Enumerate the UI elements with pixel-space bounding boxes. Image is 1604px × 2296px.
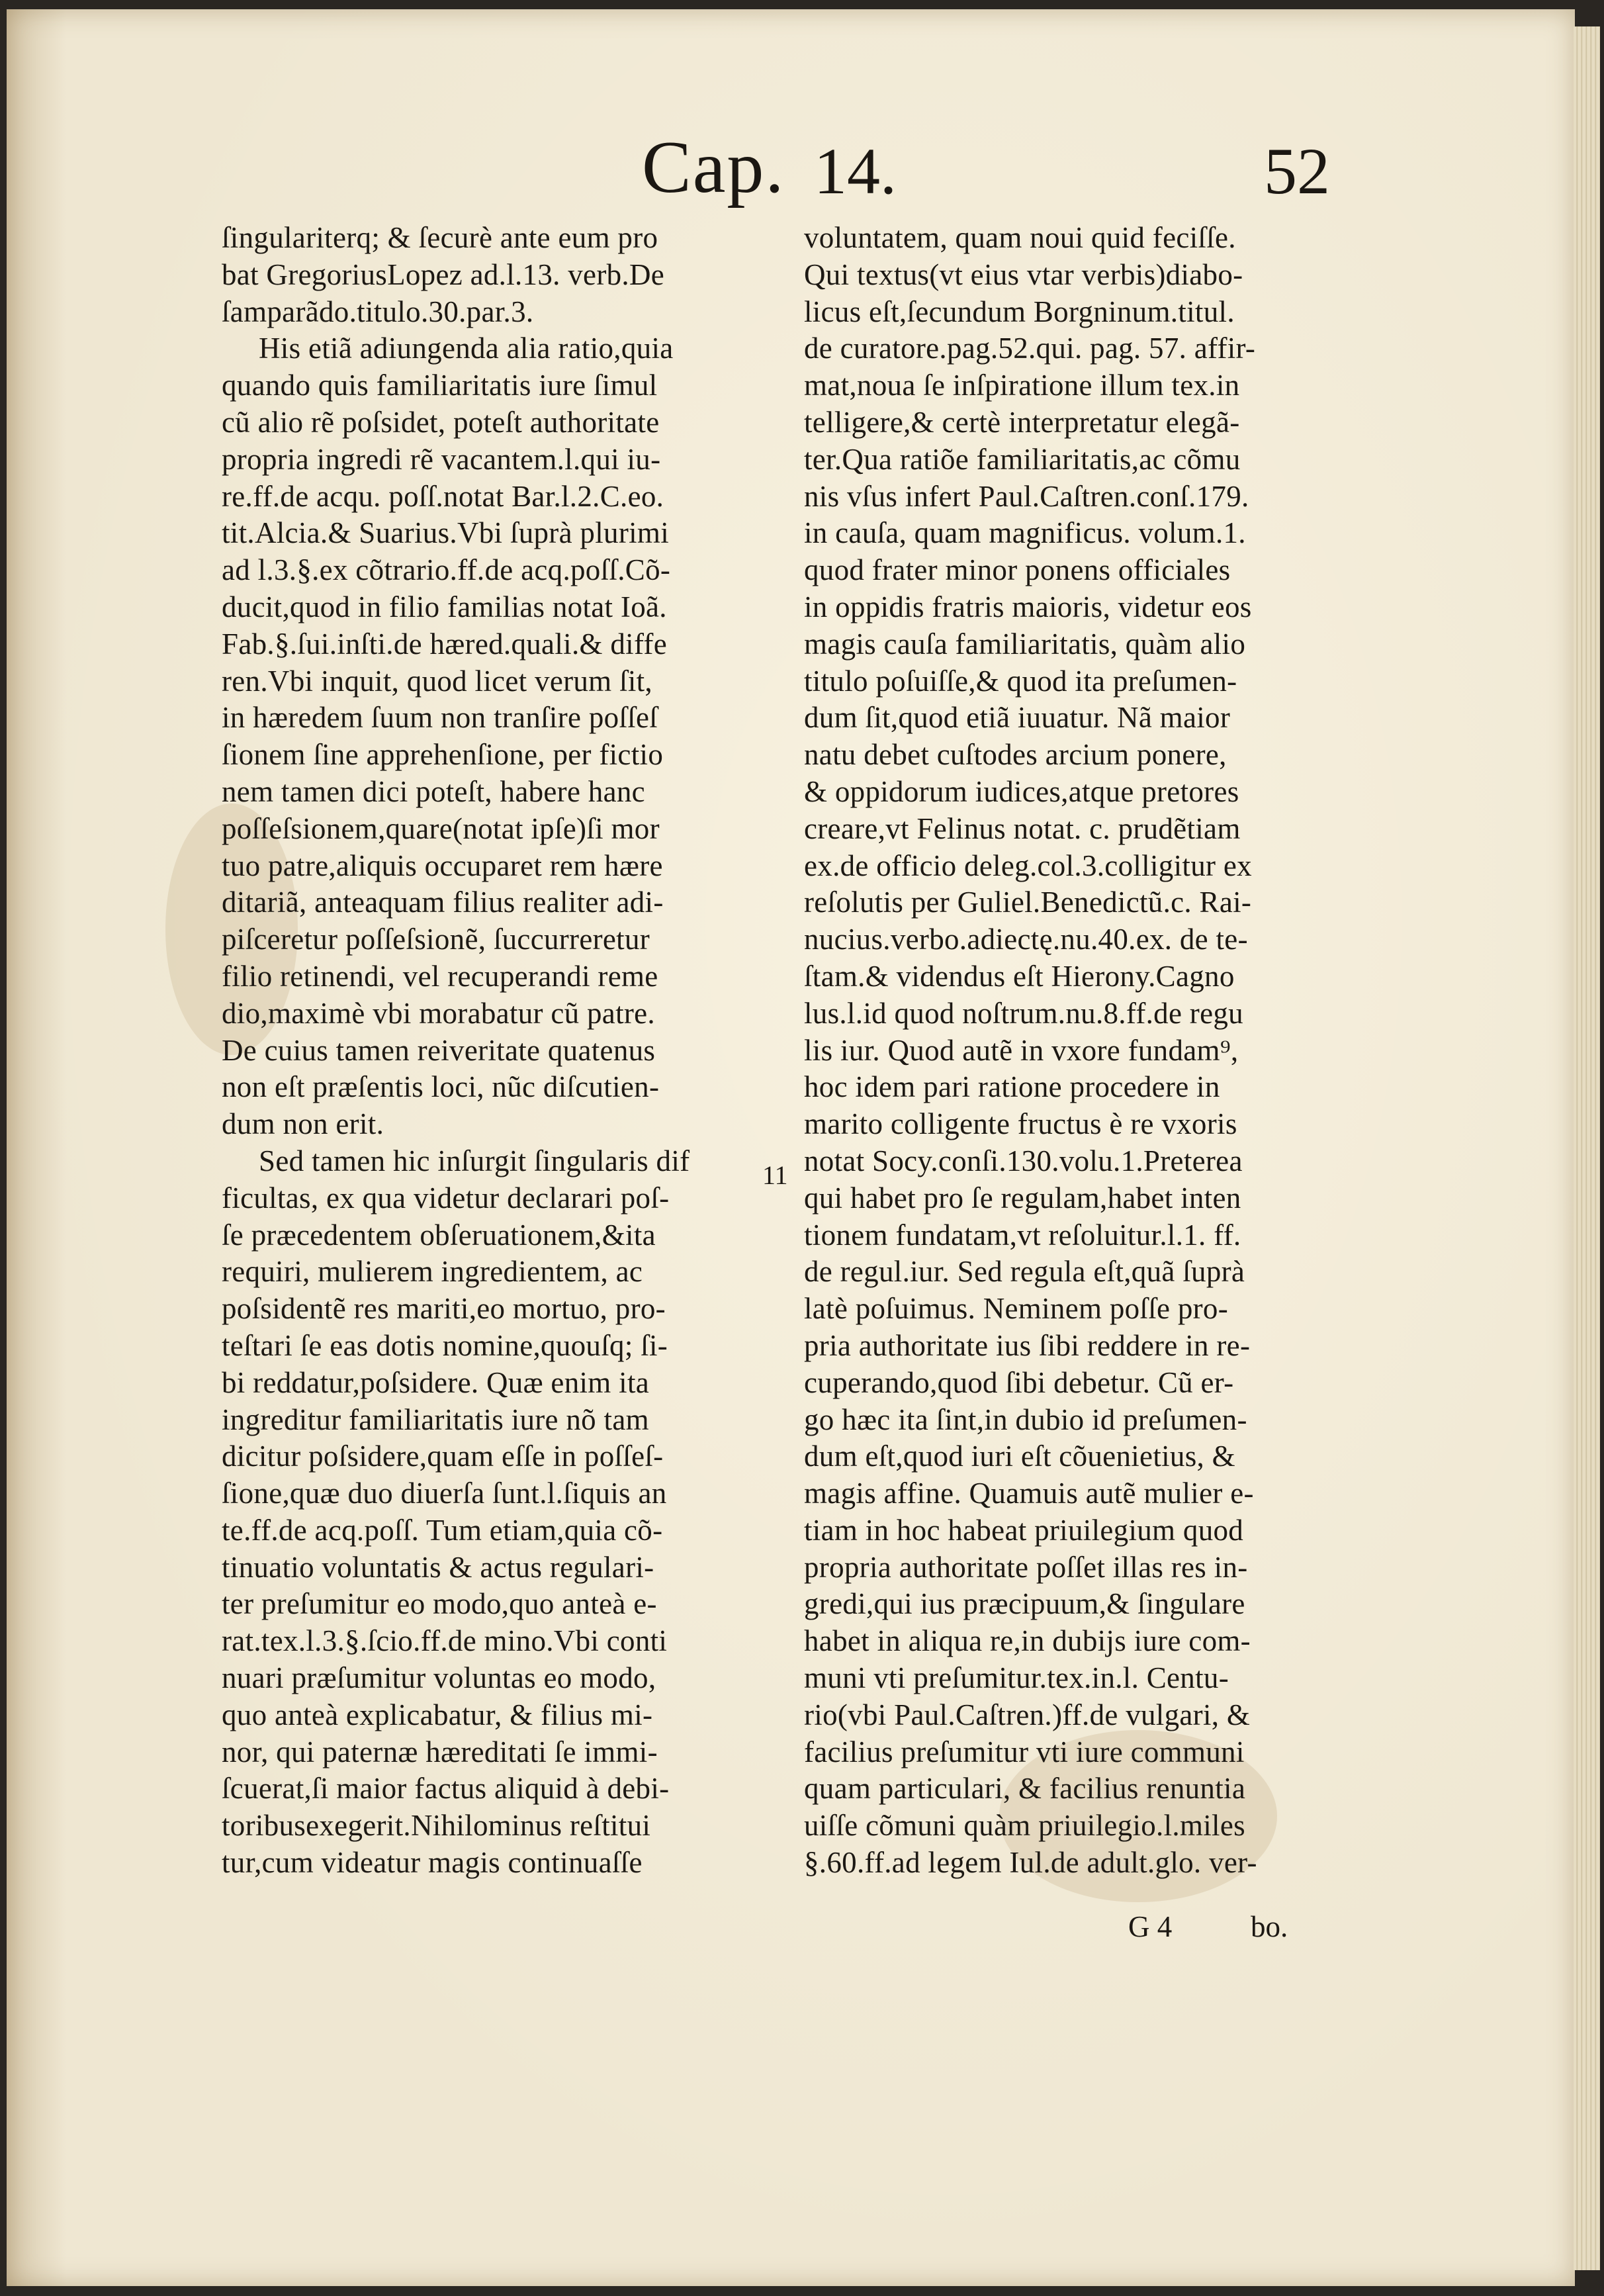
text-line: facilius preſumitur vti iure communi xyxy=(804,1735,1245,1768)
text-line: voluntatem, quam noui quid feciſſe. xyxy=(804,221,1236,254)
text-line: non eſt præſentis loci, nũc diſcutien- xyxy=(222,1070,660,1104)
text-line: poſſeſsionem,quare(notat ipſe)ſi mor xyxy=(222,811,660,845)
signature-mark: G 4 xyxy=(1128,1910,1173,1943)
text-line: bat GregoriusLopez ad.l.13. verb.De xyxy=(222,257,665,291)
text-line: magis affine. Quamuis autẽ mulier e- xyxy=(804,1477,1254,1510)
text-line: dum ſit,quod etiã iuuatur. Nã maior xyxy=(804,701,1231,735)
text-line: quando quis familiaritatis iure ſimul xyxy=(222,369,658,402)
text-line: titulo poſuiſſe,& quod ita preſumen- xyxy=(804,664,1237,698)
text-line: rio(vbi Paul.Caſtren.)ff.de vulgari, & xyxy=(804,1698,1251,1731)
text-line: ſionem ſine apprehenſione, per fictio xyxy=(222,738,664,772)
text-line: de regul.iur. Sed regula eſt,quã ſuprà xyxy=(804,1255,1245,1289)
text-line: lus.l.id quod noſtrum.nu.8.ff.de regu xyxy=(804,996,1243,1030)
text-line: lis iur. Quod autẽ in vxore fundam⁹, xyxy=(804,1033,1239,1067)
text-line: Sed tamen hic inſurgit ſingularis dif xyxy=(259,1144,690,1177)
text-line: ad l.3.§.ex cõtrario.ff.de acq.poſſ.Cõ- xyxy=(222,553,671,587)
text-line: filio retinendi, vel recuperandi reme xyxy=(222,959,658,993)
text-line: cuperando,quod ſibi debetur. Cũ er- xyxy=(804,1365,1234,1399)
text-line: dicitur poſsidere,quam eſſe in poſſeſ- xyxy=(222,1440,664,1473)
text-line: ſingulariterq; & ſecurè ante eum pro xyxy=(222,221,658,254)
page-edge xyxy=(1574,26,1600,2270)
text-line: poſsidentẽ res mariti,eo mortuo, pro- xyxy=(222,1292,666,1326)
text-line: ſtam.& videndus eſt Hierony.Cagno xyxy=(804,959,1235,993)
text-line: in hæredem ſuum non tranſire poſſeſ xyxy=(222,701,658,735)
text-line: creare,vt Felinus notat. c. prudẽtiam xyxy=(804,811,1241,845)
text-line: propria authoritate poſſet illas res in- xyxy=(804,1550,1248,1584)
text-line: ſe præcedentem obſeruationem,&ita xyxy=(222,1218,656,1252)
text-line: mat,noua ſe inſpiratione illum tex.in xyxy=(804,369,1240,402)
text-line: ficultas, ex qua videtur declarari poſ- xyxy=(222,1181,670,1215)
text-line: ex.de officio deleg.col.3.colligitur ex xyxy=(804,849,1252,882)
text-line: ditariã, anteaquam filius realiter adi- xyxy=(222,886,664,919)
text-line: nuari præſumitur voluntas eo modo, xyxy=(222,1661,656,1695)
text-line: ducit,quod in filio familias notat Ioã. xyxy=(222,590,667,623)
text-line: requiri, mulierem ingredientem, ac xyxy=(222,1255,643,1289)
text-line: licus eſt,ſecundum Borgninum.titul. xyxy=(804,295,1235,328)
text-line: hoc idem pari ratione procedere in xyxy=(804,1070,1220,1104)
text-line: natu debet cuſtodes arcium ponere, xyxy=(804,738,1227,772)
text-line: rat.tex.l.3.§.ſcio.ff.de mino.Vbi conti xyxy=(222,1624,668,1658)
text-line: te.ff.de acq.poſſ. Tum etiam,quia cõ- xyxy=(222,1513,663,1547)
text-line: quam particulari, & facilius renuntia xyxy=(804,1772,1246,1806)
left-text-column xyxy=(222,220,751,1882)
right-text-column xyxy=(804,220,1333,1882)
text-line: ter.Qua ratiõe familiaritatis,ac cõmu xyxy=(804,442,1241,476)
text-line: in oppidis fratris maioris, videtur eos xyxy=(804,590,1252,623)
catchword: bo. xyxy=(1251,1910,1288,1943)
text-line: dum eſt,quod iuri eſt cõuenietius, & xyxy=(804,1440,1235,1473)
text-line: latè poſuimus. Neminem poſſe pro- xyxy=(804,1292,1229,1326)
text-line: habet in aliqua re,in dubijs iure com- xyxy=(804,1624,1251,1658)
text-line: tit.Alcia.& Suarius.Vbi ſuprà plurimi xyxy=(222,516,670,550)
text-line: dum non erit. xyxy=(222,1107,384,1141)
chapter-number: 14. xyxy=(814,134,897,208)
text-line: re.ff.de acqu. poſſ.notat Bar.l.2.C.eo. xyxy=(222,479,664,513)
text-line: ren.Vbi inquit, quod licet verum ſit, xyxy=(222,664,652,698)
text-line: ſione,quæ duo diuerſa ſunt.l.ſiquis an xyxy=(222,1477,667,1510)
text-line: tinuatio voluntatis & actus regulari- xyxy=(222,1550,654,1584)
text-line: telligere,& certè interpretatur elegã- xyxy=(804,405,1240,439)
text-line: nis vſus infert Paul.Caſtren.conſ.179. xyxy=(804,479,1249,513)
text-line: Qui textus(vt eius vtar verbis)diabo- xyxy=(804,257,1243,291)
text-line: teſtari ſe eas dotis nomine,quouſq; ſi- xyxy=(222,1328,668,1362)
text-line: tur,cum videatur magis continuaſſe xyxy=(222,1846,643,1880)
text-line: in cauſa, quam magnificus. volum.1. xyxy=(804,516,1246,550)
text-line: muni vti preſumitur.tex.in.l. Centu- xyxy=(804,1661,1229,1695)
text-line: pria authoritate ius ſibi reddere in re- xyxy=(804,1328,1251,1362)
text-line: dio,maximè vbi morabatur cũ patre. xyxy=(222,996,655,1030)
text-line: tiam in hoc habeat priuilegium quod xyxy=(804,1513,1244,1547)
book-page xyxy=(7,9,1575,2286)
running-head-cap: Cap. xyxy=(642,126,785,208)
text-line: §.60.ff.ad legem Iul.de adult.glo. ver- xyxy=(804,1846,1257,1880)
text-line: bi reddatur,poſsidere. Quæ enim ita xyxy=(222,1365,650,1399)
text-line: De cuius tamen reiveritate quatenus xyxy=(222,1033,656,1067)
text-line: His etiã adiungenda alia ratio,quia xyxy=(259,332,674,365)
text-line: Fab.§.ſui.inſti.de hæred.quali.& diffe xyxy=(222,627,667,661)
running-head xyxy=(642,125,1330,218)
text-line: marito colligente fructus è re vxoris xyxy=(804,1107,1237,1141)
text-line: magis cauſa familiaritatis, quàm alio xyxy=(804,627,1246,661)
text-line: ter preſumitur eo modo,quo anteà e- xyxy=(222,1587,657,1621)
text-line: tuo patre,aliquis occuparet rem hære xyxy=(222,849,663,882)
text-line: ingreditur familiaritatis iure nõ tam xyxy=(222,1402,649,1436)
text-line: tionem fundatam,vt reſoluitur.l.1. ff. xyxy=(804,1218,1241,1252)
text-line: go hæc ita ſint,in dubio id preſumen- xyxy=(804,1402,1247,1436)
text-line: de curatore.pag.52.qui. pag. 57. affir- xyxy=(804,332,1256,365)
text-line: ſamparãdo.titulo.30.par.3. xyxy=(222,295,534,328)
text-line: nor, qui paternæ hæreditati ſe immi- xyxy=(222,1735,658,1768)
folio-number: 52 xyxy=(1264,134,1330,208)
text-line: uiſſe cõmuni quàm priuilegio.l.miles xyxy=(804,1809,1245,1843)
marginal-note-number: 11 xyxy=(762,1160,788,1190)
text-line: qui habet pro ſe regulam,habet inten xyxy=(804,1181,1241,1215)
text-line: ſcuerat,ſi maior factus aliquid à debi- xyxy=(222,1772,670,1806)
text-line: propria ingredi rẽ vacantem.l.qui iu- xyxy=(222,442,661,476)
text-line: notat Socy.conſi.130.volu.1.Preterea xyxy=(804,1144,1243,1177)
text-line: piſceretur poſſeſsionẽ, ſuccurreretur xyxy=(222,923,650,956)
text-line: nucius.verbo.adiectę.nu.40.ex. de te- xyxy=(804,923,1248,956)
text-line: quo anteà explicabatur, & filius mi- xyxy=(222,1698,653,1731)
text-line: quod frater minor ponens officiales xyxy=(804,553,1231,587)
text-line: reſolutis per Guliel.Benedictũ.c. Rai- xyxy=(804,886,1252,919)
text-line: cũ alio rẽ poſsidet, poteſt authoritate xyxy=(222,405,660,439)
text-line: nem tamen dici poteſt, habere hanc xyxy=(222,774,645,808)
text-line: & oppidorum iudices,atque pretores xyxy=(804,774,1239,808)
text-line: toribusexegerit.Nihilominus reſtitui xyxy=(222,1809,651,1843)
text-line: gredi,qui ius præcipuum,& ſingulare xyxy=(804,1587,1245,1621)
